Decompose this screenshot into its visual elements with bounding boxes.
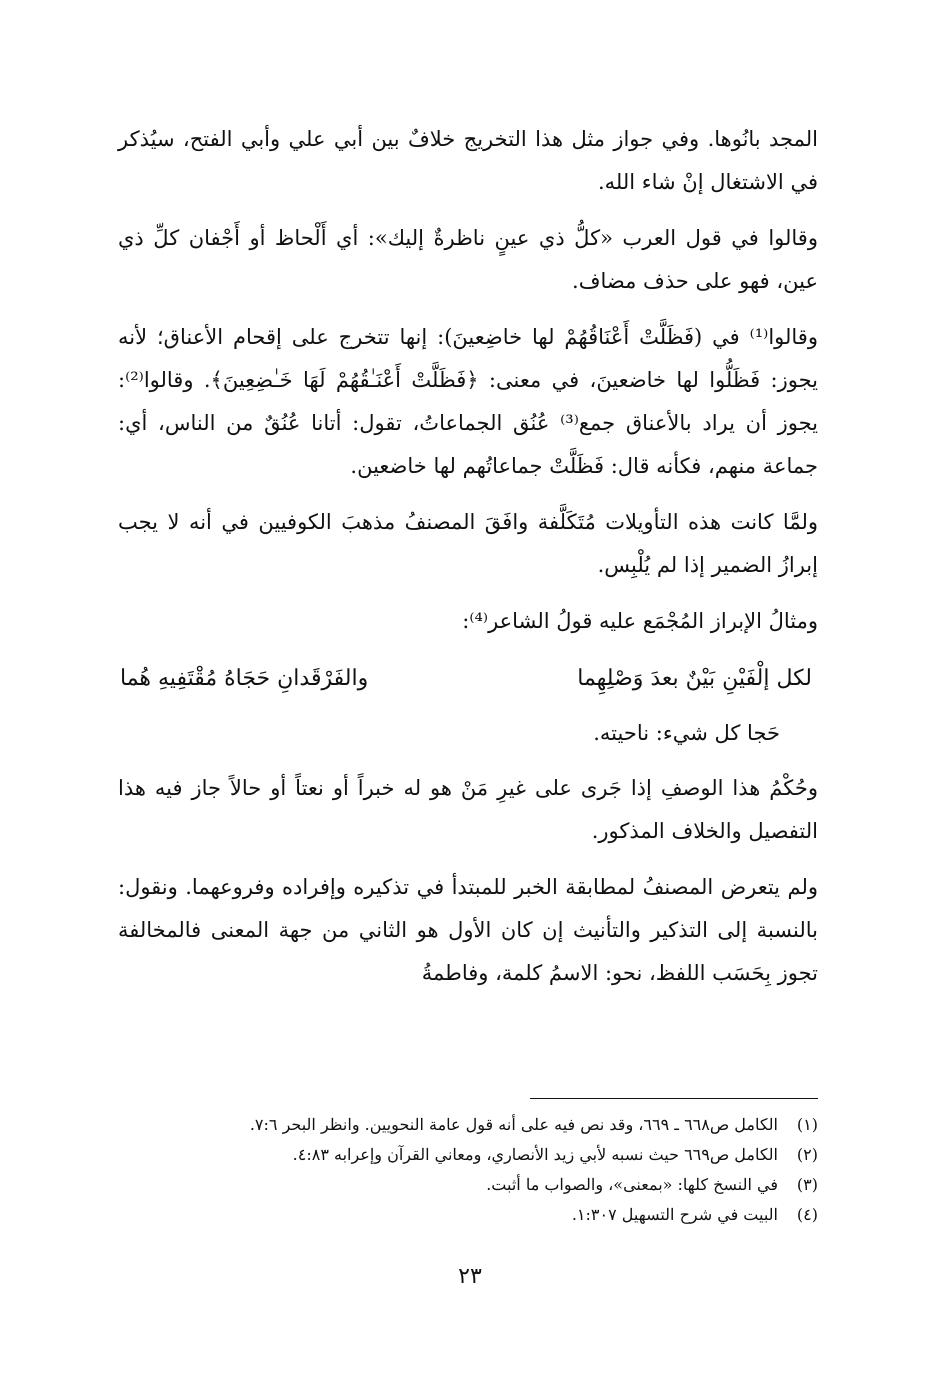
poetry-verse: [118, 656, 818, 702]
paragraph: المجد بانُوها. وفي جواز مثل هذا التخريج خلافٌ بين أبي علي وأبي الفتح، سيُذكر في الاشتغال إنْ شاء الله.: [118, 127, 818, 194]
paragraph: ولم يتعرض المصنفُ لمطابقة الخبر للمبتدأ في تذكيره وإفراده وفروعهما. ونقول: بالنسبة إلى التذكير والتأنيث إن كان الأول هو الثاني من جهة المعنى فالمخالفة تجوز بِحَسَب اللفظ، نحو: الاسمُ كلمة، وفاطمةُ: [118, 875, 818, 985]
footnote-text: البيت في شرح التسهيل ١:٣٠٧.: [571, 1205, 778, 1224]
paragraph: وحُكْمُ هذا الوصفِ إذا جَرى على غيرِ مَنْ هو له خبراً أو نعتاً أو حالاً جاز فيه هذا التفصيل والخلاف المذكور.: [118, 776, 818, 843]
paragraph: ولمَّا كانت هذه التأويلات مُتَكَلَّفة وافَقَ المصنفُ مذهبَ الكوفيين في أنه لا يجب إبرازُ الضمير إذا لم يُلْبِس.: [118, 510, 818, 577]
verse-gloss: حَجا كل شيء: ناحيته.: [593, 721, 780, 745]
paragraph: ومثالُ الإبراز المُجْمَع عليه قولُ الشاعر⁽⁴⁾:: [462, 609, 818, 633]
footnote: [118, 1200, 818, 1230]
paragraph: وقالوا في قول العرب «كلُّ ذي عينٍ ناظرةٌ إليك»: أي أَلْحاظ أو أَجْفان كلِّ ذي عين، فهو على حذف مضاف.: [118, 226, 818, 293]
verse-first-hemistich: لكل إلْفَيْنِ بَيْنٌ بعدَ وَصْلِهِما: [577, 666, 812, 691]
verse-second-hemistich: والفَرْقَدانِ حَجَاهُ مُقْتَفِيهِ هُما: [120, 666, 369, 691]
footnote-text: الكامل ص٦٦٨ ـ ٦٦٩، وقد نص فيه على أنه قول عامة النحويين. وانظر البحر ٧:٦.: [249, 1115, 778, 1134]
footnote: [118, 1140, 818, 1170]
footnote-number: (٢): [796, 1145, 818, 1164]
paragraph: وقالوا⁽¹⁾ في (فَظَلَّتْ أَعْنَاقُهُمْ لها خاضِعينَ): إنها تتخرج على إقحام الأعناق؛ لأنه يجوز: فَظَلُّوا لها خاضعينَ، في معنى: ﴿فَظَلَّتْ أَعْنَـٰقُهُمْ لَهَا خَـٰضِعِينَ﴾. وقالوا⁽²⁾: يجوز أن يراد بالأعناق جمع⁽³⁾ عُنُق الجماعاتُ، تقول: أتانا عُنُقٌ من الناس، أي: جماعة منهم، فكأنه قال: فَظَلَّتْ جماعاتُهم لها خاضعين.: [118, 325, 819, 478]
footnote-number: (٤): [796, 1205, 818, 1224]
footnote-text: في النسخ كلها: «بمعنى»، والصواب ما أثبت.: [486, 1175, 778, 1194]
footnotes: [118, 1110, 818, 1230]
footnote-number: (١): [796, 1115, 818, 1134]
footnote: [118, 1170, 818, 1200]
page-number: ٢٣: [458, 1264, 482, 1289]
footnote-separator: [530, 1098, 818, 1099]
footnote: [118, 1110, 818, 1140]
footnote-number: (٣): [796, 1175, 818, 1194]
main-text: [118, 118, 818, 1008]
footnote-text: الكامل ص٦٦٩ حيث نسبه لأبي زيد الأنصاري، ومعاني القرآن وإعرابه ٤:٨٣.: [292, 1145, 778, 1164]
